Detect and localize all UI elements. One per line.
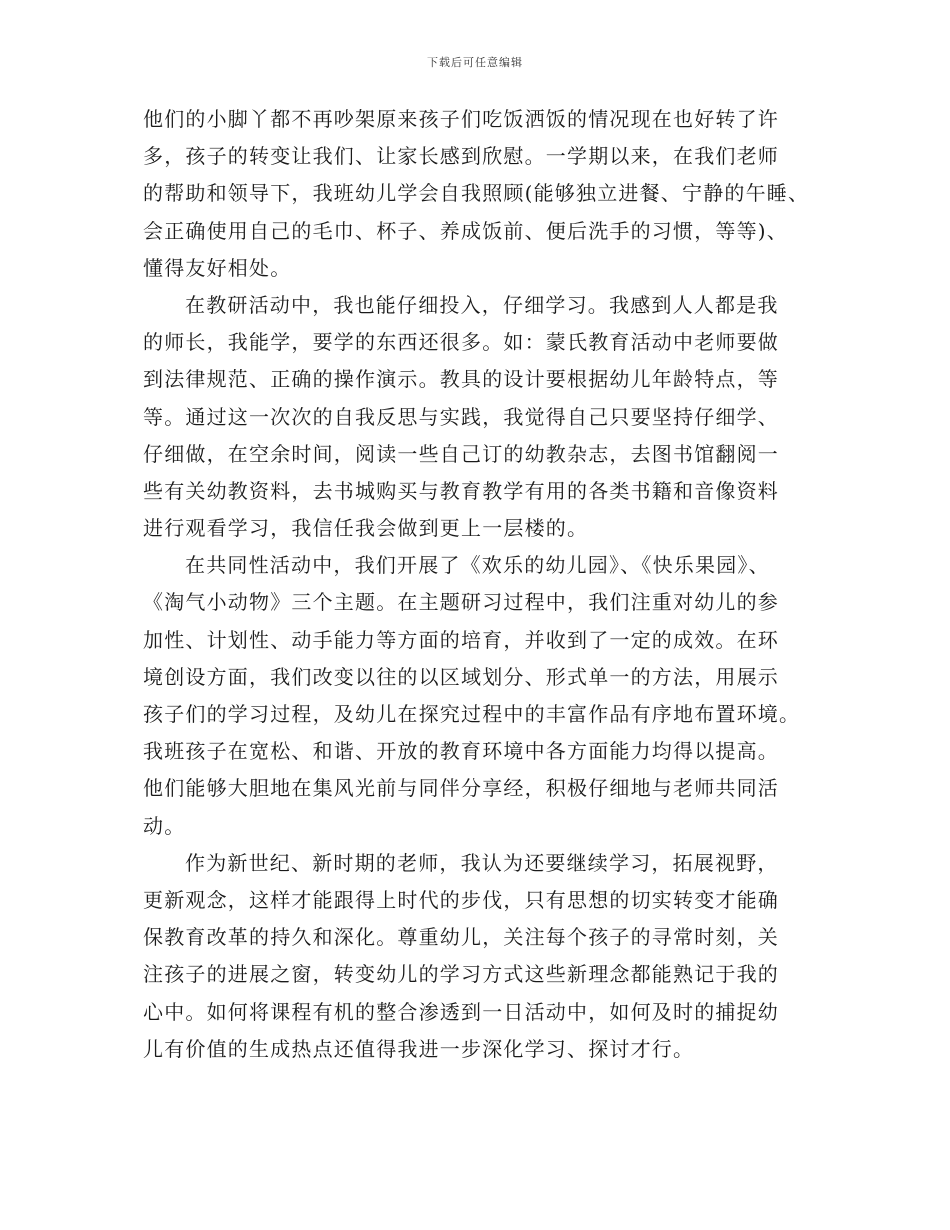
text-line: 到法律规范、正确的操作演示。教具的设计要根据幼儿年龄特点，等 [143,367,779,392]
paragraph [143,547,823,845]
text-line: 我班孩子在宽松、和谐、开放的教育环境中各方面能力均得以提高。 [143,739,779,764]
text-line: 作为新世纪、新时期的老师，我认为还要继续学习，拓展视野， [185,850,779,875]
text-line: 境创设方面，我们改变以往的以区域划分、形式单一的方法，用展示 [143,664,779,689]
text-line: 动。 [143,813,186,838]
page-header: 下载后可任意编辑 [427,56,523,69]
text-line: 保教育改革的持久和深化。尊重幼儿，关注每个孩子的寻常时刻，关 [143,925,779,950]
paragraph [143,287,823,547]
paragraph [143,845,823,1068]
text-line: 注孩子的进展之窗，转变幼儿的学习方式这些新理念都能熟记于我的 [143,962,779,987]
text-line: 《淘气小动物》三个主题。在主题研习过程中，我们注重对幼儿的参 [143,590,779,615]
text-line: 懂得友好相处。 [143,255,292,280]
text-line: 进行观看学习，我信任我会做到更上一层楼的。 [143,516,589,541]
text-line: 儿有价值的生成热点还值得我进一步深化学习、探讨才行。 [143,1036,695,1061]
text-line: 在共同性活动中，我们开展了《欢乐的幼儿园》、《快乐果园》、 [185,553,770,578]
text-line: 会正确使用自己的毛巾、杯子、养成饭前、便后洗手的习惯，等等)、 [143,218,789,243]
text-line: 的帮助和领导下，我班幼儿学会自我照顾(能够独立进餐、宁静的午睡、 [143,181,810,206]
text-line: 心中。如何将课程有机的整合渗透到一日活动中，如何及时的捕捉幼 [143,999,779,1024]
text-line: 他们的小脚丫都不再吵架原来孩子们吃饭洒饭的情况现在也好转了许 [143,107,779,131]
text-line: 加性、计划性、动手能力等方面的培育，并收到了一定的成效。在环 [143,627,779,652]
text-line: 更新观念，这样才能跟得上时代的步伐，只有思想的切实转变才能确 [143,887,779,912]
text-line: 在教研活动中，我也能仔细投入，仔细学习。我感到人人都是我 [185,292,779,317]
text-line: 等。通过这一次次的自我反思与实践，我觉得自己只要坚持仔细学、 [143,404,779,429]
text-line: 的师长，我能学，要学的东西还很多。如：蒙氏教育活动中老师要做 [143,330,779,355]
text-line: 仔细做，在空余时间，阅读一些自己订的幼教杂志，去图书馆翻阅一 [143,441,779,466]
document-body [143,101,823,1068]
text-line: 孩子们的学习过程，及幼儿在探究过程中的丰富作品有序地布置环境。 [143,702,801,726]
text-line: 多，孩子的转变让我们、让家长感到欣慰。一学期以来，在我们老师 [143,144,779,169]
paragraph [143,101,823,287]
text-line: 他们能够大胆地在集风光前与同伴分享经，积极仔细地与老师共同活 [143,776,779,801]
text-line: 些有关幼教资料，去书城购买与教育教学有用的各类书籍和音像资料 [143,478,779,503]
